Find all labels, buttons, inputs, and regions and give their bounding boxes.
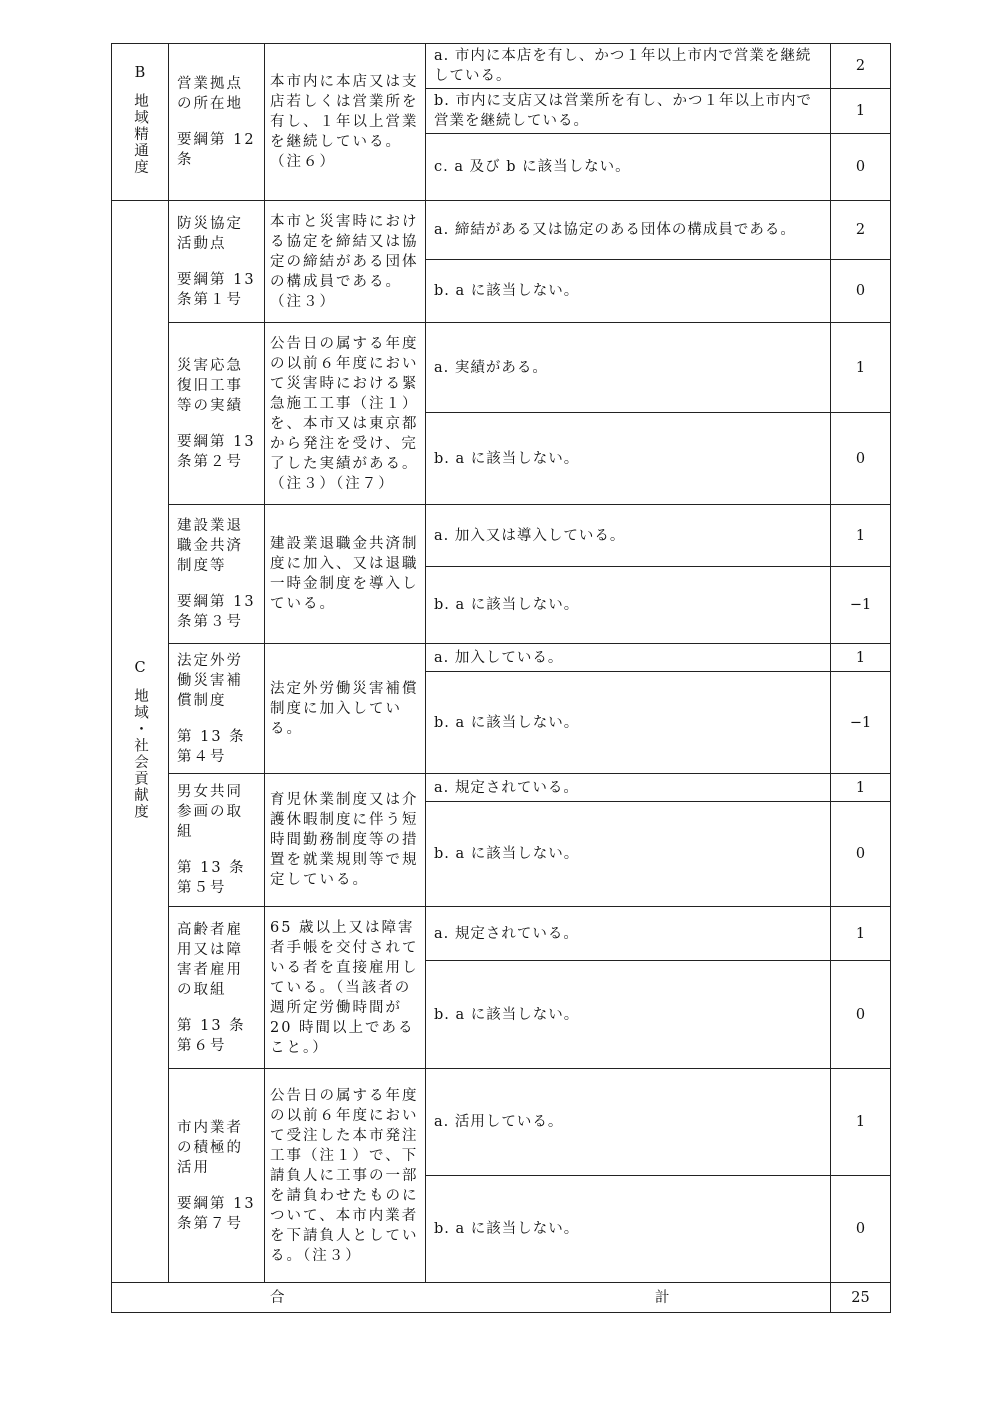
option-points: 0 [831, 802, 891, 907]
option-points: 1 [831, 89, 891, 134]
condition-cell: 建設業退職金共済制度に加入、又は退職一時金制度を導入している。 [265, 505, 426, 644]
item-reference: 要綱第 13 条第７号 [177, 1195, 256, 1232]
option-text: a. 活用している。 [426, 1069, 831, 1176]
option-text: b. a に該当しない。 [426, 802, 831, 907]
item-name: 防災協定活動点 [177, 215, 243, 252]
category-name: 地域精通度 [132, 92, 148, 176]
total-label-cell [112, 1283, 831, 1313]
total-points: 25 [831, 1283, 891, 1313]
option-points: 0 [831, 134, 891, 201]
item-name: 男女共同参画の取組 [177, 784, 243, 840]
option-text: b. a に該当しない。 [426, 260, 831, 323]
item-cell [169, 644, 265, 774]
option-points: 1 [831, 323, 891, 413]
option-text: a. 規定されている。 [426, 907, 831, 961]
total-label-right: 計 [655, 1289, 670, 1306]
condition-cell: 公告日の属する年度の以前６年度において災害時における緊急施工工事（注１）を、本市又は東京都から発注を受け、完了した実績がある。（注３）（注７） [265, 323, 426, 505]
item-reference: 第 13 条第５号 [177, 860, 246, 896]
item-name: 営業拠点の所在地 [177, 76, 243, 112]
option-text: b. a に該当しない。 [426, 672, 831, 774]
condition-cell: 育児休業制度又は介護休暇制度に伴う短時間勤務制度等の措置を就業規則等で規定している。 [265, 774, 426, 907]
item-cell [169, 505, 265, 644]
option-points: 2 [831, 44, 891, 89]
condition-cell: 法定外労働災害補償制度に加入している。 [265, 644, 426, 774]
option-points: 1 [831, 907, 891, 961]
item-cell [169, 323, 265, 505]
item-cell [169, 201, 265, 323]
option-points: 2 [831, 201, 891, 260]
option-text: a. 規定されている。 [426, 774, 831, 802]
option-text: a. 実績がある。 [426, 323, 831, 413]
item-cell [169, 1069, 265, 1283]
category-letter: C [134, 659, 146, 676]
category-name: 地域・社会貢献度 [132, 687, 148, 820]
option-text: a. 加入又は導入している。 [426, 505, 831, 567]
option-points: 0 [831, 260, 891, 323]
option-text: b. 市内に支店又は営業所を有し、かつ１年以上市内で営業を継続している。 [426, 89, 831, 134]
option-text: a. 加入している。 [426, 644, 831, 672]
option-points: 0 [831, 1176, 891, 1283]
item-reference: 第 13 条第６号 [177, 1017, 246, 1054]
condition-cell: 65 歳以上又は障害者手帳を交付されている者を直接雇用している。（当該者の週所定労働時間が 20 時間以上であること。） [265, 907, 426, 1069]
item-reference: 要綱第 13 条第３号 [177, 594, 256, 630]
option-text: c. a 及び b に該当しない。 [426, 134, 831, 201]
category-b-cell [112, 44, 169, 201]
option-points: 1 [831, 774, 891, 802]
condition-cell: 本市と災害時における協定を締結又は協定の締結がある団体の構成員である。（注３） [265, 201, 426, 323]
item-cell [169, 907, 265, 1069]
item-name: 高齢者雇用又は障害者雇用の取組 [177, 921, 243, 998]
evaluation-table [111, 43, 891, 1313]
category-letter: B [134, 64, 146, 81]
option-text: b. a に該当しない。 [426, 567, 831, 644]
item-reference: 第 13 条第４号 [177, 728, 246, 765]
condition-cell: 公告日の属する年度の以前６年度において受注した本市発注工事（注１）で、下請負人に工事の一部を請負わせたものについて、本市内業者を下請負人としている。（注３） [265, 1069, 426, 1283]
option-text: b. a に該当しない。 [426, 1176, 831, 1283]
option-points: −1 [831, 672, 891, 774]
option-points: −1 [831, 567, 891, 644]
option-text: b. a に該当しない。 [426, 413, 831, 505]
item-cell [169, 44, 265, 201]
option-text: a. 市内に本店を有し、かつ１年以上市内で営業を継続している。 [426, 44, 831, 89]
item-reference: 要綱第 13 条第１号 [177, 271, 256, 308]
total-label-left: 合 [270, 1289, 285, 1306]
option-points: 1 [831, 644, 891, 672]
item-name: 法定外労働災害補償制度 [177, 652, 243, 709]
item-name: 建設業退職金共済制度等 [177, 518, 243, 574]
condition-cell: 本市内に本店又は支店若しくは営業所を有し、１年以上営業を継続している。（注６） [265, 44, 426, 201]
item-reference: 要綱第 12 条 [177, 132, 256, 168]
item-name: 市内業者の積極的活用 [177, 1119, 243, 1176]
option-points: 0 [831, 413, 891, 505]
option-text: b. a に該当しない。 [426, 961, 831, 1069]
option-text: a. 締結がある又は協定のある団体の構成員である。 [426, 201, 831, 260]
item-cell [169, 774, 265, 907]
option-points: 1 [831, 1069, 891, 1176]
option-points: 1 [831, 505, 891, 567]
category-c-cell [112, 201, 169, 1283]
item-name: 災害応急復旧工事等の実績 [177, 357, 243, 414]
item-reference: 要綱第 13 条第２号 [177, 433, 256, 470]
option-points: 0 [831, 961, 891, 1069]
